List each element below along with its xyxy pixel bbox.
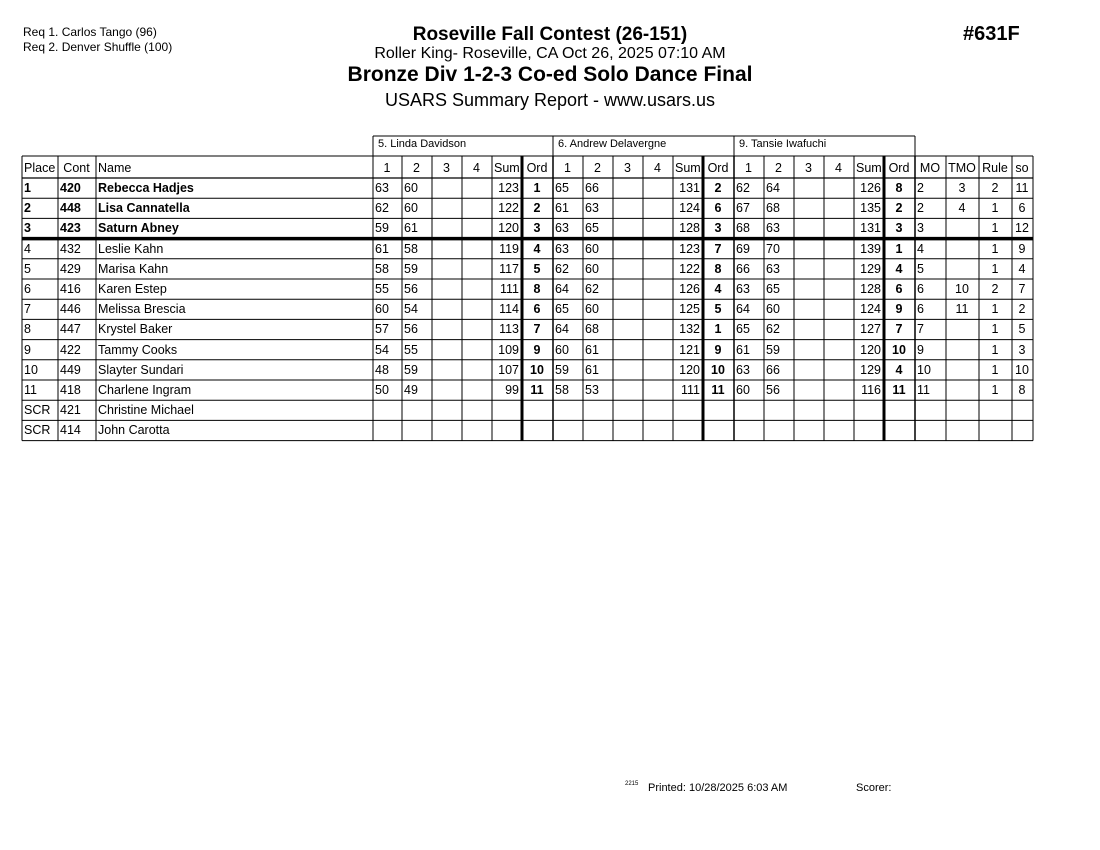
row-score: 70 (766, 241, 780, 256)
row-score: 60 (736, 383, 750, 397)
row-score: 68 (766, 201, 780, 216)
row-place: 2 (24, 201, 31, 216)
row-score: 61 (404, 221, 418, 236)
row-cont: 446 (60, 302, 81, 317)
row-tmo: 4 (958, 201, 966, 216)
row-ord: 8 (714, 261, 722, 276)
row-tmo: 11 (955, 302, 969, 317)
row-ord: 7 (533, 322, 541, 337)
row-score: 64 (555, 282, 569, 296)
event-title: Bronze Div 1-2-3 Co-ed Solo Dance Final (347, 63, 753, 86)
row-score: 54 (404, 302, 418, 317)
row-so: 2 (1018, 302, 1026, 317)
row-sum: 129 (860, 261, 881, 276)
row-sum: 129 (860, 362, 881, 377)
row-so: 3 (1018, 342, 1026, 357)
header-score: 2 (775, 161, 782, 175)
row-score: 60 (585, 302, 599, 317)
row-score: 59 (404, 362, 418, 377)
row-ord: 2 (895, 201, 903, 216)
row-sum: 111 (499, 282, 519, 296)
row-score: 62 (375, 201, 389, 216)
header-sum: Sum (675, 161, 701, 175)
row-ord: 11 (530, 383, 544, 397)
contest-title: Roseville Fall Contest (26-151) (412, 24, 688, 45)
header-score: 2 (413, 161, 420, 175)
row-rule: 1 (991, 342, 999, 357)
row-name: Krystel Baker (98, 322, 173, 337)
row-sum: 132 (679, 322, 700, 337)
row-cont: 414 (60, 423, 81, 438)
row-place: 1 (24, 181, 31, 195)
header-sum: Sum (494, 161, 520, 175)
row-so: 4 (1018, 261, 1026, 276)
request-item: Req 1. Carlos Tango (96) (23, 25, 157, 39)
row-ord: 9 (714, 342, 722, 357)
row-score: 64 (736, 302, 750, 317)
row-name: Marisa Kahn (98, 261, 169, 276)
row-cont: 422 (60, 342, 81, 357)
row-score: 60 (585, 261, 599, 276)
row-sum: 131 (679, 181, 700, 195)
row-score: 56 (404, 282, 418, 296)
row-score: 63 (736, 282, 750, 296)
row-score: 62 (585, 282, 599, 296)
row-rule: 1 (991, 221, 999, 236)
row-score: 62 (555, 261, 569, 276)
row-place: SCR (24, 403, 51, 418)
row-ord: 10 (892, 342, 906, 357)
row-ord: 10 (530, 362, 544, 377)
row-sum: 116 (861, 383, 881, 397)
row-score: 65 (766, 282, 780, 296)
row-score: 65 (555, 181, 569, 195)
header-sum: Sum (856, 161, 882, 175)
row-score: 67 (736, 201, 750, 216)
row-ord: 7 (895, 322, 903, 337)
row-score: 60 (375, 302, 389, 317)
row-mo: 6 (917, 282, 924, 296)
row-ord: 8 (895, 181, 903, 195)
row-so: 12 (1015, 221, 1029, 236)
row-place: 5 (24, 261, 31, 276)
row-score: 65 (736, 322, 750, 337)
row-ord: 4 (714, 282, 722, 296)
row-place: 4 (24, 241, 31, 256)
row-sum: 120 (860, 342, 881, 357)
row-sum: 128 (860, 282, 881, 296)
row-score: 59 (404, 261, 418, 276)
row-sum: 114 (499, 302, 519, 317)
row-mo: 3 (917, 221, 924, 236)
row-score: 68 (736, 221, 750, 236)
row-score: 61 (736, 342, 750, 357)
row-ord: 3 (533, 221, 541, 236)
row-sum: 122 (498, 201, 519, 216)
row-name: Leslie Kahn (98, 241, 164, 256)
header-score: 1 (564, 161, 571, 175)
row-score: 63 (555, 241, 569, 256)
row-name: Tammy Cooks (98, 342, 178, 357)
row-sum: 117 (499, 261, 519, 276)
header-place: Place (24, 161, 56, 175)
row-place: 10 (24, 362, 38, 377)
header-score: 3 (443, 161, 450, 175)
row-rule: 1 (991, 322, 999, 337)
row-mo: 4 (917, 241, 924, 256)
row-place: 8 (24, 322, 31, 337)
row-mo: 6 (917, 302, 924, 317)
row-score: 63 (766, 261, 780, 276)
header-score: 1 (383, 161, 391, 175)
row-ord: 1 (714, 322, 722, 337)
row-place: 3 (24, 221, 31, 236)
row-score: 61 (585, 342, 599, 357)
row-place: 11 (24, 383, 37, 397)
row-score: 63 (766, 221, 780, 236)
row-sum: 120 (679, 362, 700, 377)
row-ord: 5 (714, 302, 722, 317)
row-rule: 1 (991, 201, 999, 216)
row-cont: 448 (60, 201, 81, 216)
judge-name: 6. Andrew Delavergne (558, 138, 667, 150)
row-score: 55 (404, 342, 418, 357)
row-cont: 418 (60, 383, 81, 397)
row-sum: 119 (499, 241, 519, 256)
row-ord: 3 (714, 221, 722, 236)
row-name: John Carotta (98, 423, 170, 438)
row-sum: 124 (679, 201, 700, 216)
header-score: 4 (654, 161, 661, 175)
row-score: 65 (585, 221, 599, 236)
row-cont: 429 (60, 261, 81, 276)
row-place: 6 (24, 282, 31, 296)
row-cont: 432 (60, 241, 81, 256)
row-score: 50 (375, 383, 389, 397)
row-mo: 5 (917, 261, 924, 276)
row-ord: 2 (714, 181, 722, 195)
row-score: 58 (375, 261, 389, 276)
row-score: 60 (404, 201, 418, 216)
row-sum: 99 (505, 383, 519, 397)
footer-code: 2215 (625, 781, 639, 787)
row-ord: 11 (892, 383, 906, 397)
header-score: 2 (594, 161, 601, 175)
row-score: 63 (736, 362, 750, 377)
row-score: 58 (404, 241, 418, 256)
row-score: 62 (736, 181, 750, 195)
row-rule: 1 (991, 302, 999, 317)
header-score: 3 (624, 161, 631, 175)
row-so: 5 (1018, 322, 1026, 337)
row-score: 56 (404, 322, 418, 337)
row-mo: 9 (917, 342, 924, 357)
row-name: Karen Estep (98, 282, 167, 296)
row-score: 49 (404, 383, 418, 397)
row-mo: 2 (917, 201, 924, 216)
row-so: 6 (1018, 201, 1026, 216)
row-ord: 6 (533, 302, 541, 317)
header-name: Name (98, 161, 132, 175)
row-score: 69 (736, 241, 750, 256)
row-ord: 2 (533, 201, 541, 216)
row-rule: 1 (991, 261, 999, 276)
row-ord: 4 (533, 241, 541, 256)
row-score: 61 (555, 201, 569, 216)
row-place: 9 (24, 342, 31, 357)
row-score: 59 (555, 362, 569, 377)
row-name: Rebecca Hadjes (98, 181, 194, 195)
row-sum: 113 (499, 322, 519, 337)
row-ord: 4 (895, 261, 903, 276)
row-score: 65 (555, 302, 569, 317)
row-sum: 120 (498, 221, 519, 236)
row-cont: 420 (60, 181, 81, 195)
row-tmo: 3 (958, 181, 966, 195)
row-ord: 4 (895, 362, 903, 377)
header-ord: Ord (888, 161, 910, 175)
row-score: 63 (375, 181, 389, 195)
row-ord: 1 (895, 241, 903, 256)
row-mo: 11 (917, 383, 930, 397)
row-tmo: 10 (955, 282, 969, 296)
row-score: 60 (555, 342, 569, 357)
header-tmo: TMO (948, 161, 976, 175)
row-score: 48 (375, 362, 389, 377)
header-ord: Ord (526, 161, 548, 175)
row-place: 7 (24, 302, 31, 317)
row-so: 9 (1018, 241, 1026, 256)
row-so: 10 (1015, 362, 1029, 377)
row-cont: 421 (60, 403, 81, 418)
row-score: 61 (375, 241, 389, 256)
header-rule: Rule (982, 161, 1008, 175)
row-sum: 122 (679, 261, 700, 276)
row-score: 66 (736, 261, 750, 276)
row-score: 63 (585, 201, 599, 216)
sheet-id: #631F (963, 23, 1020, 45)
row-score: 62 (766, 322, 780, 337)
row-sum: 109 (498, 342, 519, 357)
row-ord: 6 (895, 282, 903, 296)
row-mo: 7 (917, 322, 924, 337)
row-score: 53 (585, 383, 599, 397)
row-sum: 123 (498, 181, 519, 195)
row-cont: 423 (60, 221, 81, 236)
row-sum: 107 (498, 362, 519, 377)
row-cont: 449 (60, 362, 81, 377)
row-score: 64 (555, 322, 569, 337)
judge-name: 9. Tansie Iwafuchi (739, 138, 827, 150)
row-score: 66 (585, 181, 599, 195)
header-score: 4 (473, 161, 480, 175)
row-score: 68 (585, 322, 599, 337)
header-score: 4 (835, 161, 842, 175)
scorer-label: Scorer: (856, 782, 892, 794)
row-sum: 126 (860, 181, 881, 195)
row-score: 64 (766, 181, 780, 195)
row-so: 11 (1015, 181, 1029, 195)
row-sum: 123 (679, 241, 700, 256)
row-ord: 6 (714, 201, 722, 216)
row-cont: 416 (60, 282, 81, 296)
row-cont: 447 (60, 322, 81, 337)
row-so: 8 (1018, 383, 1026, 397)
row-name: Saturn Abney (98, 221, 179, 236)
header-so: so (1015, 161, 1029, 175)
row-sum: 124 (860, 302, 881, 317)
row-sum: 126 (679, 282, 700, 296)
report-title: USARS Summary Report - www.usars.us (384, 90, 716, 110)
row-ord: 8 (533, 282, 541, 296)
row-score: 59 (375, 221, 389, 236)
row-sum: 125 (679, 302, 700, 317)
row-score: 57 (375, 322, 389, 337)
row-ord: 10 (711, 362, 725, 377)
row-score: 66 (766, 362, 780, 377)
row-ord: 7 (714, 241, 722, 256)
row-name: Slayter Sundari (98, 362, 184, 377)
row-score: 56 (766, 383, 780, 397)
header-score: 3 (805, 161, 812, 175)
row-score: 58 (555, 383, 569, 397)
row-ord: 1 (533, 181, 541, 195)
row-rule: 2 (991, 181, 999, 195)
row-score: 63 (555, 221, 569, 236)
row-rule: 1 (991, 362, 999, 377)
row-ord: 9 (533, 342, 541, 357)
row-name: Lisa Cannatella (98, 201, 190, 216)
row-score: 55 (375, 282, 389, 296)
row-mo: 10 (917, 362, 931, 377)
row-rule: 1 (991, 241, 999, 256)
row-name: Charlene Ingram (98, 383, 192, 397)
row-sum: 111 (680, 383, 700, 397)
row-score: 59 (766, 342, 780, 357)
header-score: 1 (745, 161, 752, 175)
judge-name: 5. Linda Davidson (378, 138, 467, 150)
header-cont: Cont (63, 161, 90, 175)
row-mo: 2 (917, 181, 924, 195)
row-score: 60 (585, 241, 599, 256)
row-sum: 139 (860, 241, 881, 256)
row-rule: 1 (991, 383, 999, 397)
venue-line: Roller King- Roseville, CA Oct 26, 2025 07:10 AM (374, 45, 726, 62)
printed-timestamp: Printed: 10/28/2025 6:03 AM (648, 782, 788, 794)
row-place: SCR (24, 423, 51, 438)
row-name: Melissa Brescia (98, 302, 186, 317)
row-sum: 127 (860, 322, 881, 337)
header-ord: Ord (707, 161, 729, 175)
row-score: 61 (585, 362, 599, 377)
header-mo: MO (919, 161, 941, 175)
row-sum: 128 (679, 221, 700, 236)
row-sum: 131 (860, 221, 881, 236)
request-item: Req 2. Denver Shuffle (100) (23, 40, 173, 54)
row-ord: 5 (533, 261, 541, 276)
row-name: Christine Michael (98, 403, 194, 418)
row-ord: 9 (895, 302, 903, 317)
row-sum: 135 (860, 201, 881, 216)
row-score: 54 (375, 342, 389, 357)
row-ord: 11 (711, 383, 725, 397)
row-score: 60 (404, 181, 418, 195)
row-ord: 3 (895, 221, 903, 236)
row-sum: 121 (679, 342, 700, 357)
row-rule: 2 (991, 282, 999, 296)
row-score: 60 (766, 302, 780, 317)
row-so: 7 (1018, 282, 1026, 296)
